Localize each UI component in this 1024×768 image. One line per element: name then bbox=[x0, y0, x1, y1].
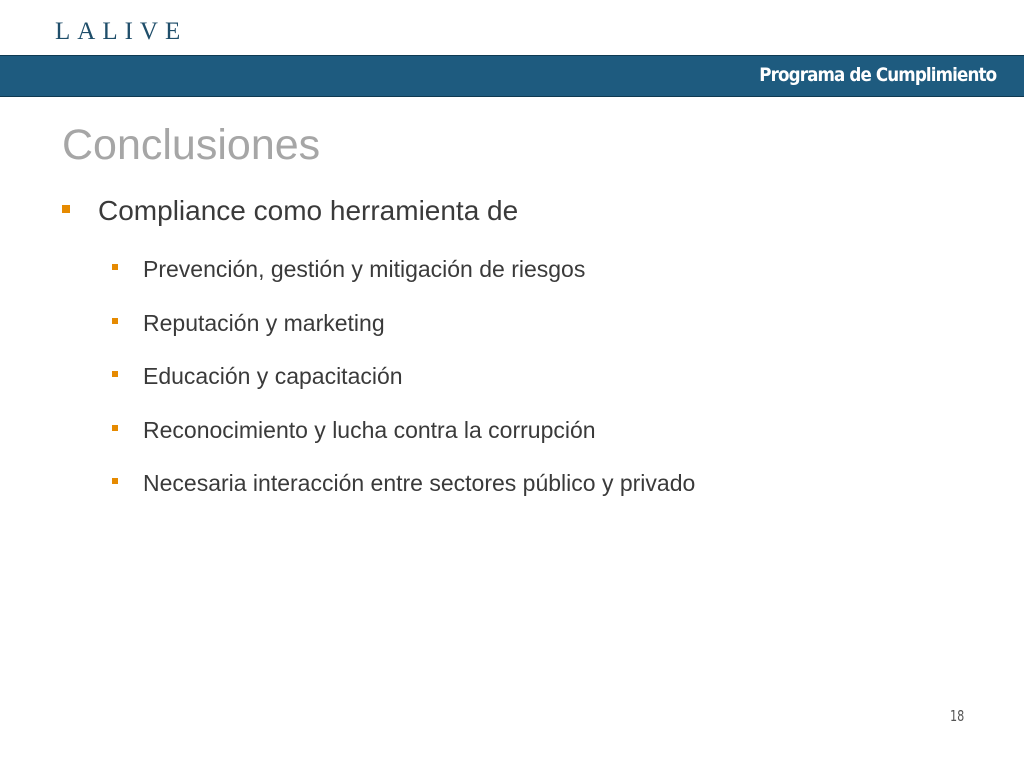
square-bullet-icon bbox=[112, 425, 118, 431]
sub-bullet-text: Necesaria interacción entre sectores público y privado bbox=[143, 470, 696, 496]
main-bullet-text: Compliance como herramienta de bbox=[98, 195, 519, 226]
sub-bullet-text: Prevención, gestión y mitigación de riesgos bbox=[143, 256, 586, 282]
sub-bullet-item bbox=[112, 361, 695, 415]
page-number: 18 bbox=[950, 707, 965, 725]
square-bullet-icon bbox=[112, 371, 118, 377]
square-bullet-icon bbox=[112, 264, 118, 270]
sub-bullet-item bbox=[112, 254, 695, 308]
sub-bullet-text: Reputación y marketing bbox=[143, 309, 385, 336]
section-label: Programa de Cumplimiento bbox=[759, 64, 996, 86]
sub-bullet-text: Reconocimiento y lucha contra la corrupción bbox=[143, 416, 596, 443]
main-bullet-point bbox=[62, 194, 518, 228]
slide-title: Conclusiones bbox=[62, 121, 321, 169]
square-bullet-icon bbox=[112, 478, 118, 484]
square-bullet-icon bbox=[112, 318, 118, 324]
sub-bullet-item bbox=[112, 415, 695, 469]
sub-bullet-text: Educación y capacitación bbox=[143, 363, 403, 389]
company-logo: LALIVE bbox=[55, 18, 188, 45]
sub-bullet-item bbox=[112, 308, 695, 362]
sub-bullet-list bbox=[112, 254, 695, 522]
sub-bullet-item bbox=[112, 468, 695, 522]
square-bullet-icon bbox=[62, 205, 70, 213]
header-bar bbox=[0, 55, 1024, 97]
